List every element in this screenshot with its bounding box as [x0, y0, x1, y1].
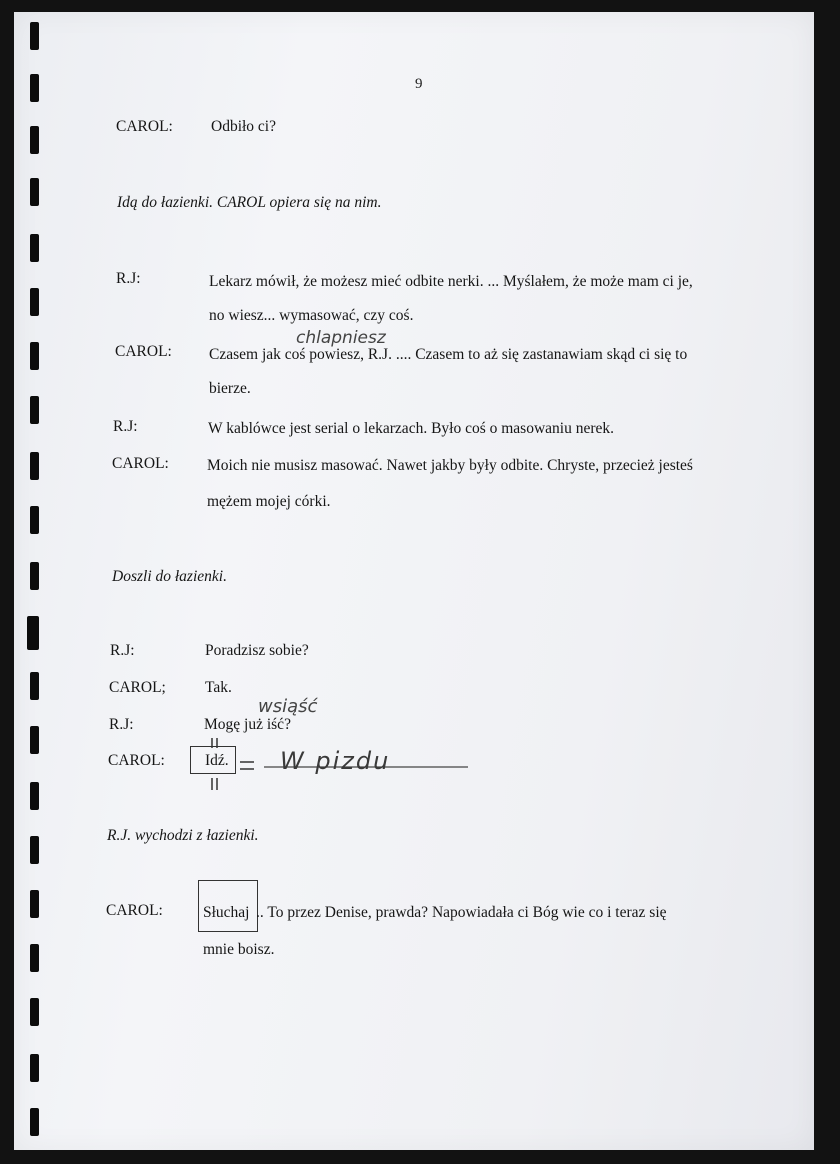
speaker-carol: CAROL:: [108, 752, 165, 769]
speaker-carol: CAROL:: [115, 343, 172, 360]
binding-hole: [30, 1054, 39, 1082]
speaker-rj: R.J:: [113, 418, 138, 435]
dialogue-line: bierze.: [209, 380, 251, 397]
dialogue-line: Czasem jak coś powiesz, R.J. .... Czasem to aż się zastanawiam skąd ci się to: [209, 346, 688, 363]
binding-hole: [30, 234, 39, 262]
binding-hole: [30, 1108, 39, 1136]
binding-hole: [30, 836, 39, 864]
binding-hole: [30, 396, 39, 424]
dialogue-line: W kablówce jest serial o lekarzach. Było coś o masowaniu nerek.: [208, 420, 615, 437]
speaker-carol: CAROL:: [106, 902, 163, 919]
dialogue-line: mnie boisz.: [203, 941, 275, 958]
binding-hole: [30, 506, 39, 534]
binding-hole: [30, 288, 39, 316]
dialogue-line: no wiesz... wymasować, czy coś.: [209, 307, 414, 324]
dialogue-line: Tak.: [205, 679, 232, 696]
stage-direction: Doszli do łazienki.: [112, 568, 227, 585]
speaker-carol: CAROL:: [112, 455, 169, 472]
binding-hole: [30, 672, 39, 700]
binding-hole: [30, 890, 39, 918]
speaker-rj: R.J:: [110, 642, 135, 659]
binding-hole: [30, 342, 39, 370]
stage-direction: Idą do łazienki. CAROL opiera się na nim.: [117, 194, 382, 211]
binding-hole: [30, 562, 39, 590]
speaker-carol: CAROL:: [116, 118, 173, 135]
handwritten-note-wsiasc: wsiąść: [258, 696, 318, 717]
binding-hole: [30, 782, 39, 810]
speaker-rj: R.J:: [109, 716, 134, 733]
binding-hole: [30, 126, 39, 154]
binding-hole: [30, 178, 39, 206]
dialogue-line: Odbiło ci?: [211, 118, 276, 135]
binding-holes: [27, 0, 47, 1164]
dialogue-line-start: Słuchaj: [203, 904, 250, 921]
handwritten-note-w-pizdu: W pizdu: [280, 747, 391, 775]
binding-hole: [30, 22, 39, 50]
stage-direction: R.J. wychodzi z łazienki.: [107, 827, 259, 844]
binding-hole: [27, 616, 39, 650]
script-page: [14, 12, 814, 1150]
dialogue-line: Mogę już iść?: [204, 716, 291, 733]
speaker-rj: R.J:: [116, 270, 141, 287]
dialogue-line: Idź.: [205, 752, 229, 769]
handwritten-note-chlapniesz: chlapniesz: [296, 328, 386, 348]
dialogue-line: Moich nie musisz masować. Nawet jakby były odbite. Chryste, przecież jesteś: [207, 457, 693, 474]
dialogue-line: mężem mojej córki.: [207, 493, 331, 510]
speaker-carol: CAROL;: [109, 679, 166, 696]
binding-hole: [30, 726, 39, 754]
dialogue-line: Poradzisz sobie?: [205, 642, 309, 659]
binding-hole: [30, 74, 39, 102]
dialogue-line: Lekarz mówił, że możesz mieć odbite nerki. ... Myślałem, że może mam ci je,: [209, 273, 693, 290]
page-number: 9: [415, 76, 423, 92]
binding-hole: [30, 944, 39, 972]
dialogue-line: .. To przez Denise, prawda? Napowiadała ci Bóg wie co i teraz się: [256, 904, 667, 921]
binding-hole: [30, 998, 39, 1026]
binding-hole: [30, 452, 39, 480]
